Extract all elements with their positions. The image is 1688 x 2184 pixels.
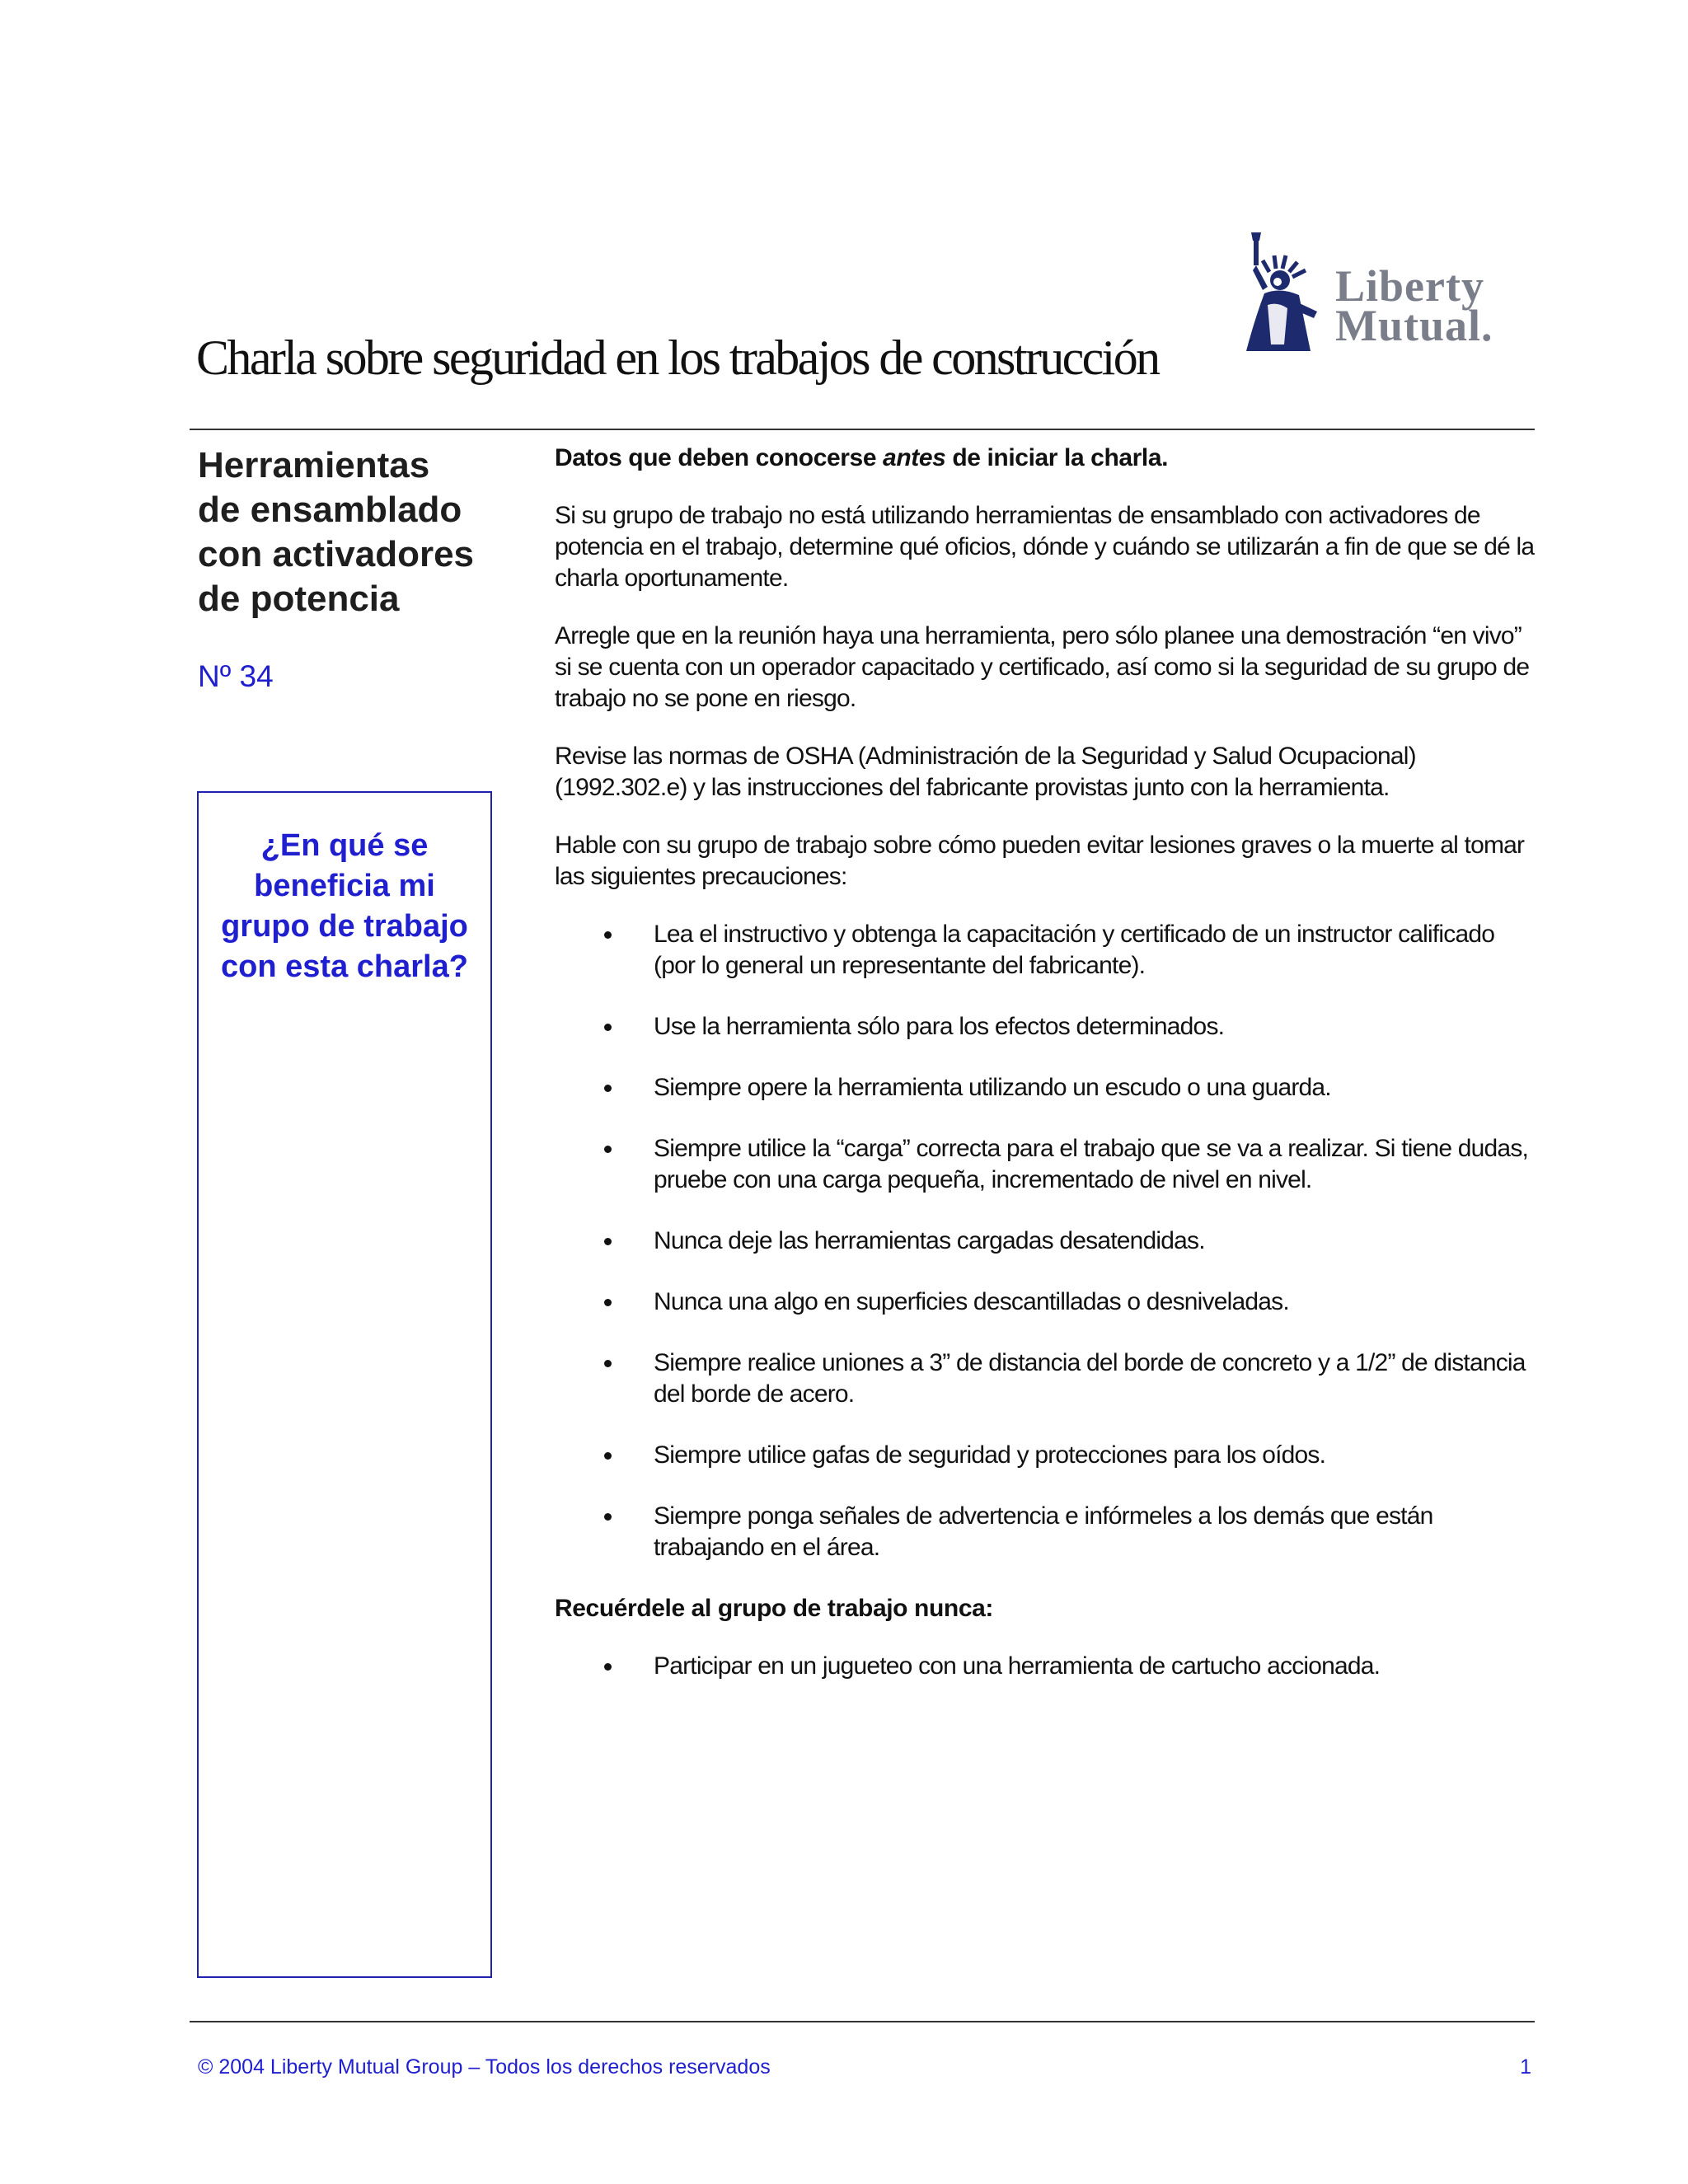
- benefit-question-line: con esta charla?: [221, 949, 468, 984]
- topic-title: [198, 443, 511, 621]
- topic-title-line: de ensamblado: [198, 490, 462, 530]
- list-item: Nunca una algo en superficies descantilladas o desniveladas.: [555, 1286, 1536, 1318]
- page-title: Charla sobre seguridad en los trabajos de construcción: [196, 330, 1159, 385]
- logo-text-liberty: Liberty: [1335, 261, 1484, 311]
- paragraph: Si su grupo de trabajo no está utilizando herramientas de ensamblado con activadores de potencia en el trabajo, determine qué oficios, dónde y cuándo se utilizarán a fin de que se dé la charla oportunamente.: [555, 502, 1535, 592]
- paragraph: Revise las normas de OSHA (Administración de la Seguridad y Salud Ocupacional) (1992.302.e) y las instrucciones del fabricante provistas junto con la herramienta.: [555, 743, 1416, 801]
- page-number: 1: [1520, 2055, 1531, 2079]
- paragraph: Arregle que en la reunión haya una herramienta, pero sólo planee una demostración “en vivo” si se cuenta con un operador capacitado y certificado, así como si la seguridad de su grupo de trabajo no se pone en riesgo.: [555, 622, 1530, 712]
- header-divider: [190, 429, 1535, 430]
- topic-title-line: Herramientas: [198, 445, 430, 485]
- benefit-question-line: ¿En qué se: [260, 828, 429, 863]
- benefit-box: [197, 791, 492, 1978]
- section-heading: [555, 443, 1536, 474]
- topic-title-line: de potencia: [198, 579, 400, 619]
- logo-text-mutual: Mutual.: [1335, 301, 1493, 350]
- benefit-question-line: beneficia mi: [254, 869, 435, 903]
- heading-emphasis: antes: [883, 444, 946, 471]
- liberty-mutual-logo: [1212, 206, 1525, 371]
- topic-title-line: con activadores: [198, 534, 475, 574]
- footer-divider: [190, 2021, 1535, 2022]
- list-item: Lea el instructivo y obtenga la capacitación y certificado de un instructor calificado (por lo general un representante del fabricante).: [555, 919, 1536, 982]
- heading-text: de iniciar la charla.: [945, 444, 1169, 471]
- remind-list: [555, 1651, 1536, 1682]
- heading-text: Datos que deben conocerse: [555, 444, 884, 471]
- benefit-question: [209, 826, 481, 987]
- remind-heading: Recuérdele al grupo de trabajo nunca:: [555, 1595, 993, 1622]
- main-content: [555, 443, 1536, 1712]
- list-item: Siempre realice uniones a 3” de distancia del borde de concreto y a 1/2” de distancia del borde de acero.: [555, 1347, 1536, 1410]
- benefit-question-line: grupo de trabajo: [221, 909, 468, 944]
- footer-copyright: © 2004 Liberty Mutual Group – Todos los derechos reservados: [198, 2055, 771, 2079]
- list-item: Siempre utilice gafas de seguridad y protecciones para los oídos.: [555, 1440, 1536, 1471]
- list-item: Use la herramienta sólo para los efectos determinados.: [555, 1011, 1536, 1043]
- paragraph: Hable con su grupo de trabajo sobre cómo pueden evitar lesiones graves o la muerte al tomar las siguientes precauciones:: [555, 832, 1525, 890]
- topic-number: Nº 34: [198, 659, 274, 693]
- list-item: Participar en un jugueteo con una herramienta de cartucho accionada.: [555, 1651, 1536, 1682]
- list-item: Siempre opere la herramienta utilizando un escudo o una guarda.: [555, 1072, 1536, 1104]
- list-item: Nunca deje las herramientas cargadas desatendidas.: [555, 1226, 1536, 1257]
- list-item: Siempre ponga señales de advertencia e infórmeles a los demás que están trabajando en el área.: [555, 1501, 1536, 1563]
- list-item: Siempre utilice la “carga” correcta para el trabajo que se va a realizar. Si tiene dudas, pruebe con una carga pequeña, incrementado de nivel en nivel.: [555, 1133, 1536, 1196]
- precautions-list: [555, 919, 1536, 1563]
- statue-of-liberty-icon: [1235, 229, 1325, 353]
